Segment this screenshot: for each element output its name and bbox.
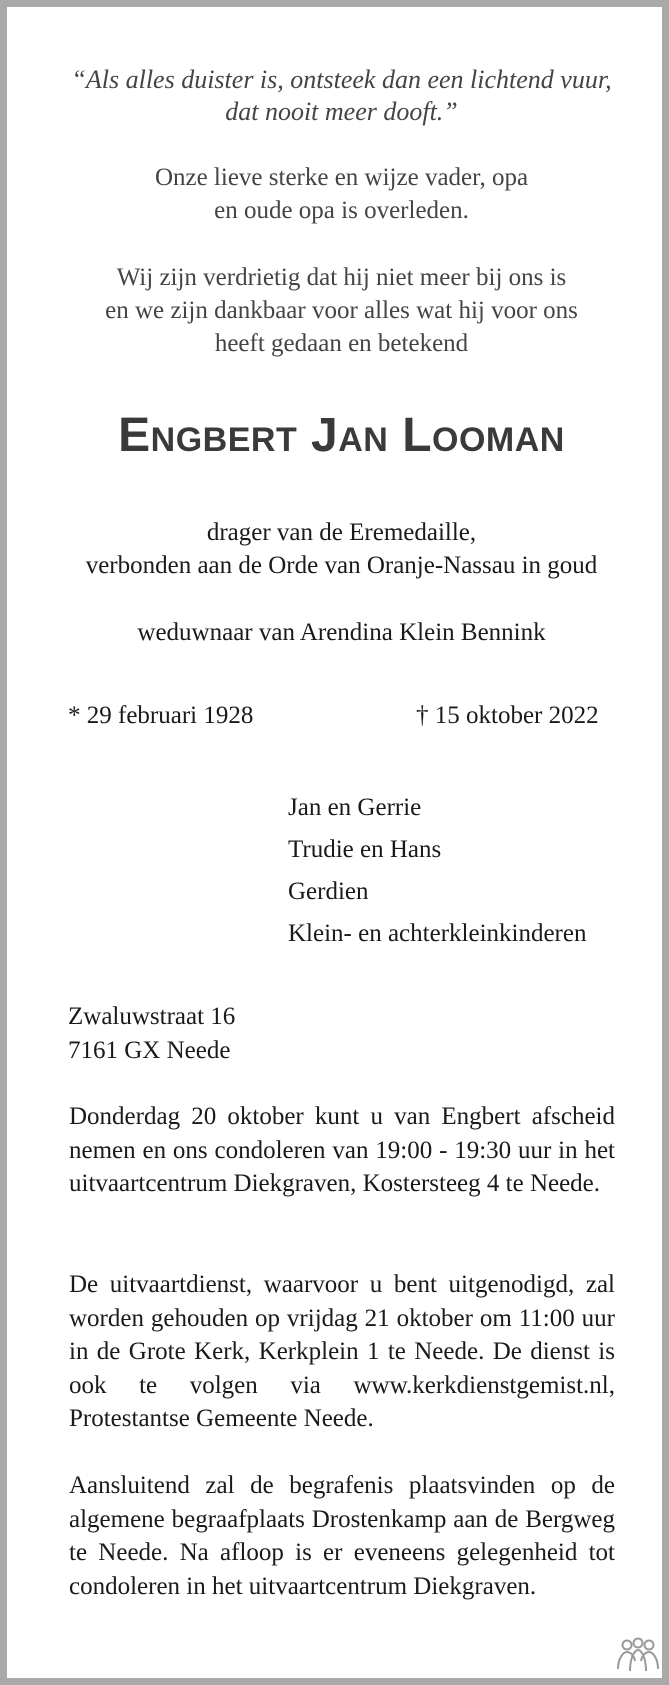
address-street: Zwaluwstraat 16 [68,1003,236,1030]
people-group-icon [613,1637,663,1677]
family-member: Trudie en Hans [288,836,442,863]
intro-line-2: en oude opa is overleden. [214,197,469,224]
deceased-name: Engbert Jan Looman [118,409,565,462]
birth-date: * 29 februari 1928 [68,702,254,729]
family-member: Jan en Gerrie [288,794,422,821]
farewell-paragraph: Donderdag 20 oktober kunt u van Engbert afscheid nemen en ons condoleren van 19:00 - 19:30 uur in het uitvaartcentrum Diekgraven, Kostersteeg 4 te Neede. [69,1103,615,1197]
burial-paragraph: Aansluitend zal de begrafenis plaatsvinden op de algemene begraafplaats Drostenkamp aan de Bergweg te Neede. Na afloop is er eveneens gelegenheid tot condoleren in het uitvaartcentrum Diekgraven. [69,1472,615,1600]
gratitude-line-3: heeft gedaan en betekend [214,330,469,357]
gratitude-line-1: Wij zijn verdrietig dat hij niet meer bij ons is [116,264,567,291]
service-paragraph: De uitvaartdienst, waarvoor u bent uitgenodigd, zal worden gehouden op vrijdag 21 oktober om 11:00 uur in de Grote Kerk, Kerkplein 1 te Neede. De dienst is ook te volgen via www.kerkdienstgemist.nl, Protestantse Gemeente Neede. [69,1271,615,1432]
address-city: 7161 GX Neede [68,1037,231,1064]
widower-line: weduwnaar van Arendina Klein Bennink [137,619,546,646]
gratitude-line-2: en we zijn dankbaar voor alles wat hij voor ons [105,297,578,324]
quote-line-2: dat nooit meer dooft.” [225,97,458,126]
quote-line-1: “Als alles duister is, ontsteek dan een lichtend vuur, [71,65,612,94]
family-member: Gerdien [288,878,369,905]
intro-line-1: Onze lieve sterke en wijze vader, opa [154,164,529,191]
family-member: Klein- en achterkleinkinderen [288,920,587,947]
honor-line-2: verbonden aan de Orde van Oranje-Nassau in goud [85,552,598,579]
death-date: † 15 oktober 2022 [416,702,599,729]
honor-line-1: drager van de Eremedaille, [206,519,477,546]
